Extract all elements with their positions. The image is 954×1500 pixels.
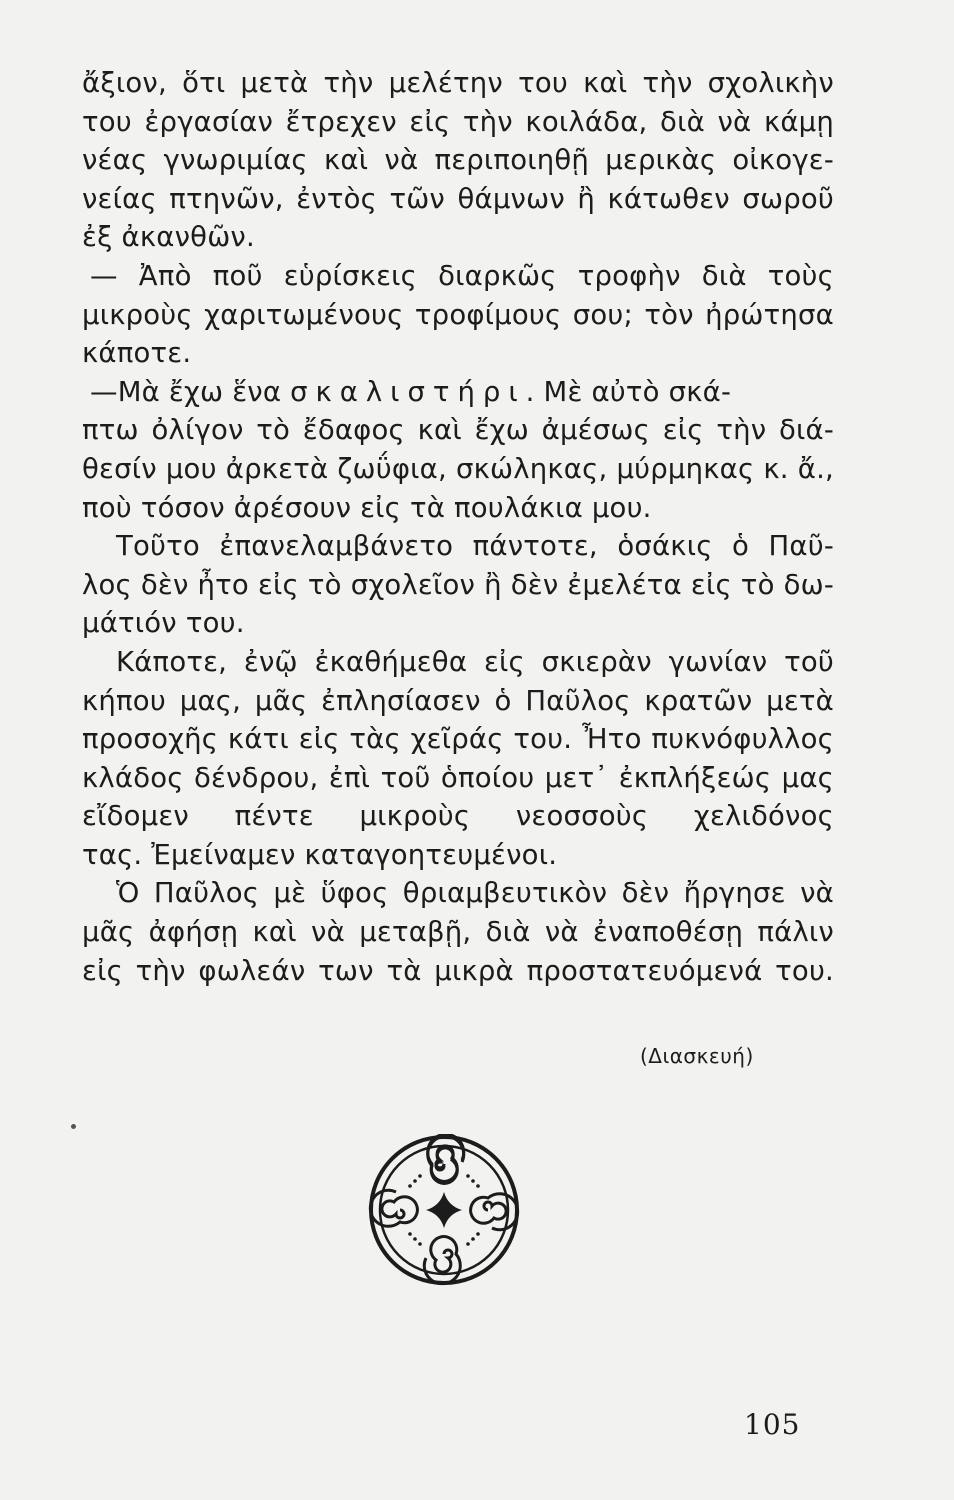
text-line: κλάδος δένδρου, ἐπὶ τοῦ ὁποίου μετ᾽ ἐκπλήξεώς μας [82,761,834,794]
text-line: κάποτε. [82,337,192,370]
text-line: Τοῦτο ἐπανελαμβάνετο πάντοτε, ὁσάκις ὁ Παῦ- [116,530,834,563]
dialogue-end: . Μὲ αὐτὸ σκά- [525,375,732,408]
text-line: νέας γνωριμίας καὶ νὰ περιποιηθῇ μερικὰς οἰκογε- [82,144,834,177]
text-line: προσοχῆς κάτι εἰς τὰς χεῖράς του. Ἦτο πυκνόφυλλος [82,723,834,756]
text-line: Ὁ Παῦλος μὲ ὕφος θριαμβευτικὸν δὲν ἤργησε νὰ [116,877,834,910]
text-line: μᾶς ἀφήσῃ καὶ νὰ μεταβῇ, διὰ νὰ ἐναποθέσῃ πάλιν [82,916,834,949]
text-line: κήπου μας, μᾶς ἐπλησίασεν ὁ Παῦλος κρατῶν μετὰ [82,684,834,717]
text-line: εἰς τὴν φωλεάν των τὰ μικρὰ προστατευόμενά του. [82,954,834,987]
text-line [82,373,834,412]
text-line: θεσίν μου ἀρκετὰ ζωΰφια, σκώληκας, μύρμηκας κ. ἄ., [82,452,834,485]
text-line: — Ἀπὸ ποῦ εὑρίσκεις διαρκῶς τροφὴν διὰ τοὺς [90,259,834,292]
text-line: εἴδομεν πέντε μικροὺς νεοσσοὺς χελιδόνος [82,800,834,833]
page-number: 105 [744,1408,801,1441]
dialogue-start: —Μὰ ἔχω ἕνα [90,375,291,408]
emphasized-word: σκαλιστήρι [290,375,526,408]
text-line: τας. Ἐμείναμεν καταγοητευμένοι. [82,838,558,871]
text-line: ἐξ ἀκανθῶν. [82,221,255,254]
text-line: ἄξιον, ὅτι μετὰ τὴν μελέτην του καὶ τὴν σχολικὴν [82,67,834,99]
text-line: Κάποτε, ἐνῷ ἐκαθήμεθα εἰς σκιερὰν γωνίαν τοῦ [116,645,834,678]
text-line: λος δὲν ἦτο εἰς τὸ σχολεῖον ἢ δὲν ἐμελέτα εἰς τὸ δω- [82,568,834,601]
text-line: μικροὺς χαριτωμένους τροφίμους σου; τὸν ἠρώτησα [82,298,834,331]
text-line: πτω ὀλίγον τὸ ἔδαφος καὶ ἔχω ἀμέσως εἰς τὴν διά- [82,414,834,447]
spiral-rosette-icon [368,1134,520,1286]
text-line: ποὺ τόσον ἀρέσουν εἰς τὰ πουλάκια μου. [82,491,652,524]
attribution: (Διασκευή) [640,1044,754,1068]
ink-speck [71,1124,76,1129]
body-text [82,64,834,990]
text-line: μάτιόν του. [82,607,245,640]
text-line: νείας πτηνῶν, ἐντὸς τῶν θάμνων ἢ κάτωθεν σωροῦ [82,182,834,215]
text-line: του ἐργασίαν ἔτρεχεν εἰς τὴν κοιλάδα, διὰ νὰ κάμῃ [82,105,834,138]
